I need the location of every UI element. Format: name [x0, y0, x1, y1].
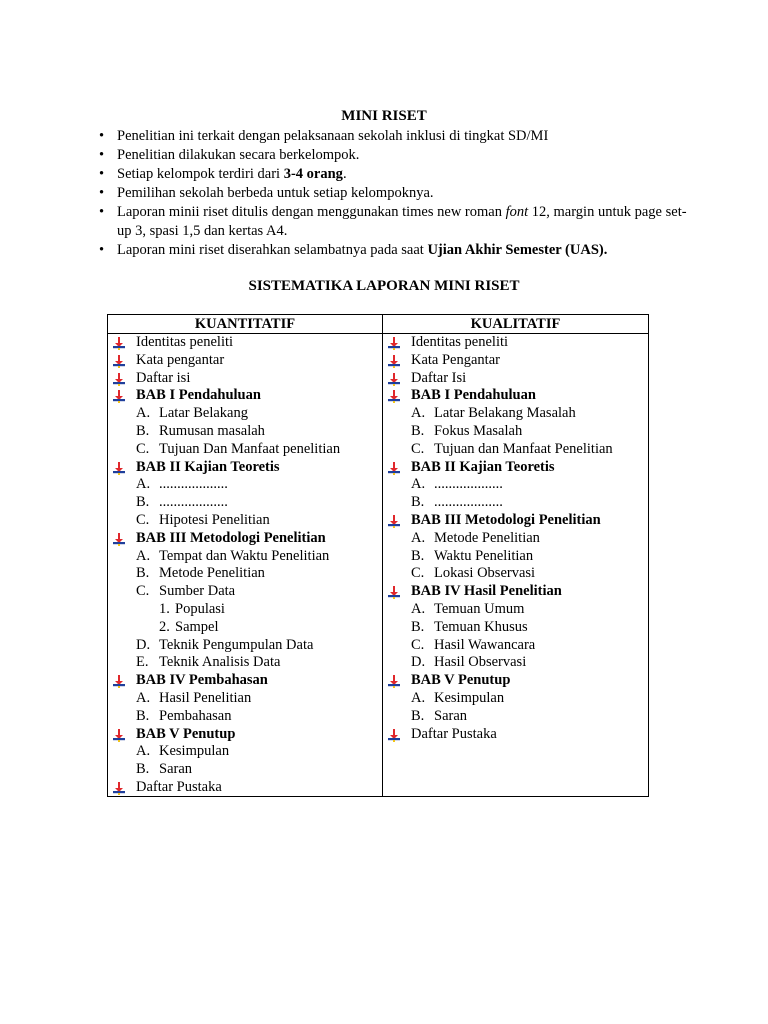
- outline-text: Saran: [434, 707, 468, 724]
- document-title: MINI RISET: [341, 108, 427, 124]
- outline-heading: [383, 370, 648, 388]
- arrow-bullet-icon: [387, 355, 401, 368]
- bullet-item: [96, 184, 696, 203]
- outline-text: Kesimpulan: [434, 689, 505, 706]
- outline-heading: [108, 779, 382, 797]
- outline-marker: B.: [411, 547, 425, 564]
- outline-marker: A.: [136, 547, 151, 564]
- kualitatif-outline: [383, 334, 648, 743]
- outline-marker: C.: [411, 636, 425, 653]
- outline-heading: [108, 672, 382, 690]
- kuantitatif-column: [108, 315, 383, 796]
- outline-heading: [108, 726, 382, 744]
- bullet-text: 12, margin untuk page set-up 3, spasi 1,5 dan kertas A4.: [117, 204, 687, 239]
- outline-text: Latar Belakang Masalah: [434, 405, 576, 422]
- bullet-item: [96, 127, 696, 146]
- outline-subitem: [383, 565, 648, 583]
- outline-marker: C.: [136, 511, 150, 528]
- arrow-bullet-icon: [387, 337, 401, 350]
- bullet-text: Pemilihan sekolah berbeda untuk setiap kelompoknya.: [117, 185, 434, 201]
- outline-subitem: [108, 583, 382, 601]
- outline-heading: [108, 352, 382, 370]
- outline-text: ...................: [434, 494, 503, 511]
- outline-text: Hipotesi Penelitian: [159, 511, 270, 528]
- outline-text: BAB V Penutup: [411, 672, 511, 689]
- arrow-bullet-icon: [112, 782, 126, 795]
- outline-marker: D.: [136, 636, 151, 653]
- outline-marker: A.: [136, 405, 151, 422]
- outline-heading: [108, 334, 382, 352]
- outline-text: Temuan Khusus: [434, 618, 528, 635]
- outline-subitem: [383, 423, 648, 441]
- outline-heading: [108, 530, 382, 548]
- outline-text: Fokus Masalah: [434, 422, 523, 439]
- outline-heading: [383, 352, 648, 370]
- outline-marker: A.: [411, 689, 426, 706]
- outline-marker: E.: [136, 654, 149, 671]
- outline-subitem: [108, 637, 382, 655]
- arrow-bullet-icon: [387, 729, 401, 742]
- outline-text: ...................: [434, 476, 503, 493]
- outline-text: Tujuan dan Manfaat Penelitian: [434, 440, 613, 457]
- arrow-bullet-icon: [387, 586, 401, 599]
- outline-text: Sumber Data: [159, 583, 236, 600]
- outline-subitem: [383, 441, 648, 459]
- outline-marker: C.: [411, 440, 425, 457]
- outline-subitem: [383, 708, 648, 726]
- outline-heading: [383, 334, 648, 352]
- outline-text: Hasil Penelitian: [159, 689, 252, 706]
- arrow-bullet-icon: [112, 462, 126, 475]
- section-title: SISTEMATIKA LAPORAN MINI RISET: [248, 278, 520, 294]
- outline-marker: C.: [411, 565, 425, 582]
- outline-subitem: [108, 619, 382, 637]
- outline-marker: B.: [411, 422, 425, 439]
- outline-text: Sampel: [175, 618, 219, 635]
- arrow-bullet-icon: [387, 373, 401, 386]
- outline-heading: [108, 370, 382, 388]
- kuantitatif-outline: [108, 334, 382, 797]
- arrow-bullet-icon: [112, 337, 126, 350]
- outline-text: Pembahasan: [159, 707, 232, 724]
- outline-marker: D.: [411, 654, 426, 671]
- bullet-dot-icon: •: [99, 128, 105, 144]
- outline-heading: [383, 583, 648, 601]
- outline-text: BAB IV Hasil Penelitian: [411, 583, 562, 600]
- outline-marker: 2.: [159, 618, 170, 635]
- outline-text: Hasil Wawancara: [434, 636, 536, 653]
- outline-text: ...................: [159, 476, 228, 493]
- bullet-item: [96, 203, 696, 241]
- bullet-dot-icon: •: [99, 166, 105, 182]
- outline-subitem: [108, 494, 382, 512]
- outline-text: Populasi: [175, 600, 225, 617]
- bullet-dot-icon: •: [99, 147, 105, 163]
- outline-text: Daftar isi: [136, 369, 191, 386]
- outline-marker: B.: [136, 494, 150, 511]
- arrow-bullet-icon: [112, 390, 126, 403]
- bullet-text: Penelitian ini terkait dengan pelaksanaan sekolah inklusi di tingkat SD/MI: [117, 128, 549, 144]
- outline-marker: A.: [136, 476, 151, 493]
- arrow-bullet-icon: [387, 675, 401, 688]
- outline-text: BAB IV Pembahasan: [136, 672, 268, 689]
- outline-text: Lokasi Observasi: [434, 565, 536, 582]
- outline-marker: B.: [411, 494, 425, 511]
- outline-subitem: [383, 494, 648, 512]
- outline-text: Kata Pengantar: [411, 351, 500, 368]
- outline-subitem: [108, 423, 382, 441]
- outline-heading: [383, 726, 648, 744]
- arrow-bullet-icon: [112, 355, 126, 368]
- column-header-kuantitatif: KUANTITATIF: [108, 315, 382, 334]
- outline-text: Tempat dan Waktu Penelitian: [159, 547, 330, 564]
- bullet-item: [96, 241, 696, 260]
- outline-text: Rumusan masalah: [159, 422, 265, 439]
- outline-text: ...................: [159, 494, 228, 511]
- bullet-emphasis: 3-4 orang: [283, 166, 343, 182]
- outline-subitem: [108, 405, 382, 423]
- arrow-bullet-icon: [112, 675, 126, 688]
- outline-marker: A.: [136, 743, 151, 760]
- outline-marker: B.: [136, 565, 150, 582]
- outline-heading: [383, 672, 648, 690]
- outline-text: Hasil Observasi: [434, 654, 527, 671]
- bullet-text: Laporan minii riset ditulis dengan menggunakan times new roman: [117, 204, 506, 220]
- outline-subitem: [108, 512, 382, 530]
- outline-marker: B.: [136, 707, 150, 724]
- outline-subitem: [108, 761, 382, 779]
- outline-subitem: [108, 548, 382, 566]
- bullet-dot-icon: •: [99, 204, 105, 220]
- outline-text: BAB I Pendahuluan: [411, 387, 536, 404]
- outline-heading: [108, 459, 382, 477]
- outline-subitem: [383, 601, 648, 619]
- outline-marker: A.: [136, 689, 151, 706]
- outline-marker: B.: [411, 618, 425, 635]
- bullet-emphasis: Ujian Akhir Semester (UAS).: [427, 242, 608, 258]
- outline-heading: [383, 387, 648, 405]
- outline-subitem: [383, 690, 648, 708]
- outline-marker: C.: [136, 440, 150, 457]
- outline-text: Daftar Pustaka: [136, 778, 222, 795]
- outline-text: BAB III Metodologi Penelitian: [136, 529, 326, 546]
- arrow-bullet-icon: [112, 533, 126, 546]
- bullet-item: [96, 146, 696, 165]
- arrow-bullet-icon: [112, 373, 126, 386]
- outline-text: BAB V Penutup: [136, 725, 236, 742]
- bullet-text: Penelitian dilakukan secara berkelompok.: [117, 147, 360, 163]
- arrow-bullet-icon: [387, 515, 401, 528]
- outline-subitem: [383, 476, 648, 494]
- outline-marker: A.: [411, 405, 426, 422]
- outline-heading: [383, 512, 648, 530]
- outline-text: Temuan Umum: [434, 600, 525, 617]
- outline-marker: 1.: [159, 600, 170, 617]
- outline-marker: A.: [411, 529, 426, 546]
- outline-text: Metode Penelitian: [434, 529, 540, 546]
- bullet-text: Setiap kelompok terdiri dari: [117, 166, 284, 182]
- outline-marker: A.: [411, 600, 426, 617]
- arrow-bullet-icon: [112, 729, 126, 742]
- column-header-kualitatif: KUALITATIF: [383, 315, 648, 334]
- outline-text: Identitas peneliti: [136, 334, 234, 350]
- outline-subitem: [108, 708, 382, 726]
- outline-subitem: [108, 743, 382, 761]
- outline-subitem: [108, 476, 382, 494]
- outline-heading: [383, 459, 648, 477]
- outline-text: Teknik Analisis Data: [159, 654, 281, 671]
- outline-subitem: [108, 601, 382, 619]
- outline-text: BAB III Metodologi Penelitian: [411, 511, 601, 528]
- outline-text: BAB II Kajian Teoretis: [411, 458, 555, 475]
- bullet-text: .: [342, 166, 347, 182]
- kualitatif-column: [383, 315, 648, 796]
- outline-text: Kata pengantar: [136, 351, 225, 368]
- outline-text: Saran: [159, 761, 193, 778]
- outline-subitem: [383, 548, 648, 566]
- outline-subitem: [108, 441, 382, 459]
- arrow-bullet-icon: [387, 462, 401, 475]
- bullet-dot-icon: •: [99, 242, 105, 258]
- outline-heading: [108, 387, 382, 405]
- instruction-list: [96, 127, 696, 260]
- bullet-italic: font: [505, 204, 529, 220]
- bullet-text: Laporan mini riset diserahkan selambatnya pada saat: [117, 242, 428, 258]
- outline-subitem: [108, 690, 382, 708]
- bullet-dot-icon: •: [99, 185, 105, 201]
- outline-subitem: [383, 405, 648, 423]
- outline-text: Daftar Pustaka: [411, 725, 497, 742]
- outline-marker: C.: [136, 583, 150, 600]
- outline-marker: B.: [136, 761, 150, 778]
- outline-subitem: [383, 637, 648, 655]
- outline-subitem: [108, 565, 382, 583]
- outline-subitem: [383, 654, 648, 672]
- arrow-bullet-icon: [387, 390, 401, 403]
- outline-text: Waktu Penelitian: [434, 547, 534, 564]
- outline-subitem: [383, 619, 648, 637]
- outline-text: Latar Belakang: [159, 405, 248, 422]
- outline-text: Identitas peneliti: [411, 334, 509, 350]
- outline-marker: B.: [411, 707, 425, 724]
- outline-subitem: [108, 654, 382, 672]
- bullet-item: [96, 165, 696, 184]
- outline-text: BAB II Kajian Teoretis: [136, 458, 280, 475]
- outline-marker: A.: [411, 476, 426, 493]
- outline-marker: B.: [136, 422, 150, 439]
- outline-subitem: [383, 530, 648, 548]
- outline-text: BAB I Pendahuluan: [136, 387, 261, 404]
- outline-text: Kesimpulan: [159, 743, 230, 760]
- outline-text: Tujuan Dan Manfaat penelitian: [159, 440, 341, 457]
- outline-table: [107, 314, 649, 797]
- outline-text: Teknik Pengumpulan Data: [159, 636, 314, 653]
- outline-text: Metode Penelitian: [159, 565, 265, 582]
- outline-text: Daftar Isi: [411, 369, 467, 386]
